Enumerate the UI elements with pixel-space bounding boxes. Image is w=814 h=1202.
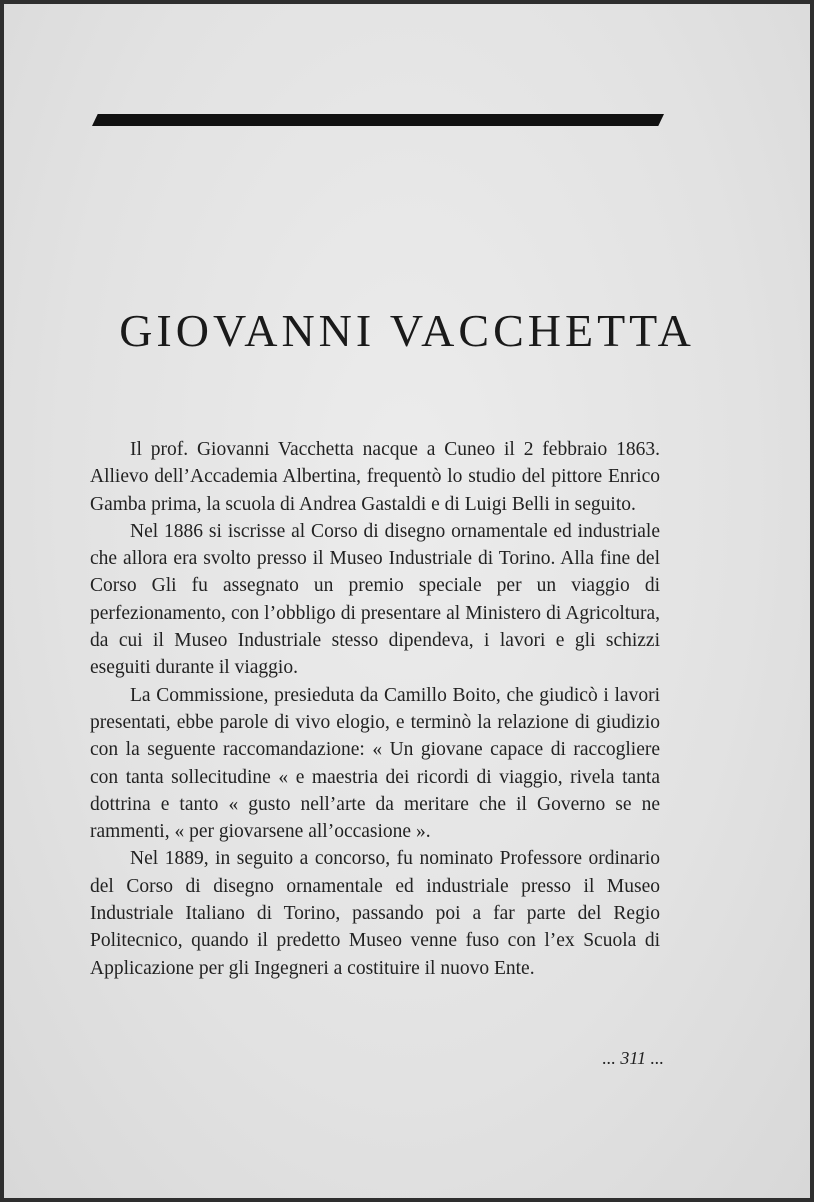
body-text [90,436,660,982]
page-title: GIOVANNI VACCHETTA [119,305,695,356]
document-page [4,4,810,1198]
page-number: ... 311 ... [602,1048,664,1068]
paragraph-4: Nel 1889, in seguito a concorso, fu nominato Professore ordinario del Corso di disegno ornamentale ed industriale presso il Museo Industriale Italiano di Torino, passando poi a far parte del Regio Politecnico, quando il predetto Museo venne fuso con l’ex Scuola di Applicazione per gli Ingegneri a costituire il nuovo Ente. [90,848,660,979]
paragraph-2: Nel 1886 si iscrisse al Corso di disegno ornamentale ed industriale che allora era svolto presso il Museo Industriale di Torino. Alla fine del Corso Gli fu assegnato un premio speciale per un viaggio di perfezionamento, con l’obbligo di presentare al Ministero di Agricoltura, da cui il Museo Industriale stesso dipendeva, i lavori e gli schizzi eseguiti durante il viaggio. [90,520,660,679]
header-rule [92,114,664,126]
paragraph-3: La Commissione, presieduta da Camillo Boito, che giudicò i lavori presentati, ebbe parole di vivo elogio, e terminò la relazione di giudizio con la seguente raccomandazione: « Un giovane capace di raccogliere con tanta sollecitudine « e maestria dei ricordi di viaggio, rivela tanta dottrina e tanto « gusto nell’arte da meritare che il Governo se ne rammenti, « per giovarsene all’occasione ». [90,684,660,843]
paragraph-1: Il prof. Giovanni Vacchetta nacque a Cuneo il 2 febbraio 1863. Allievo dell’Accademia Albertina, frequentò lo studio del pittore Enrico Gamba prima, la scuola di Andrea Gastaldi e di Luigi Belli in seguito. [90,439,660,515]
